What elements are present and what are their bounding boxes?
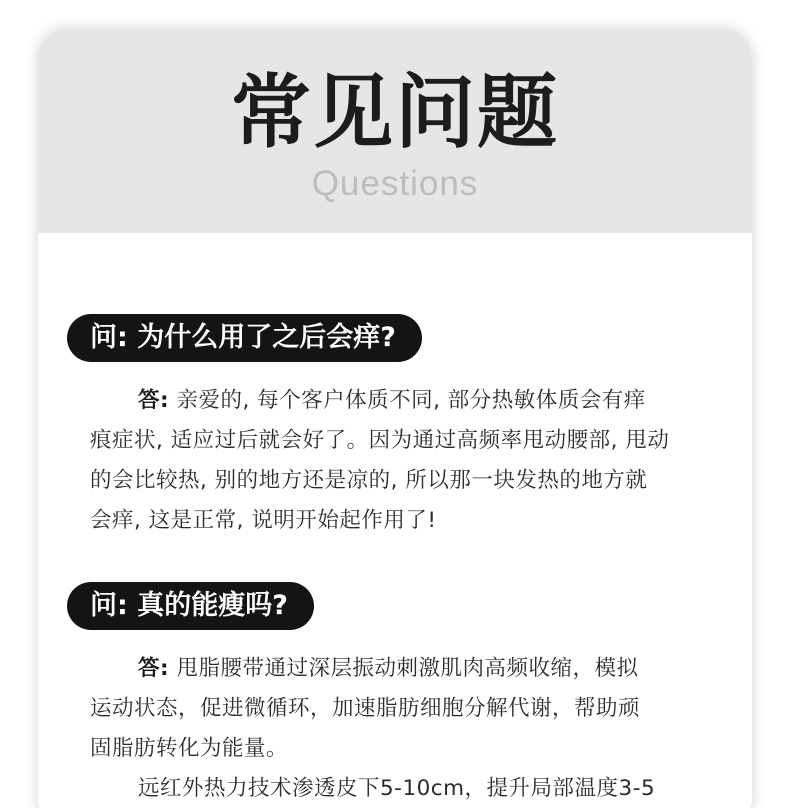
page-title: 常见问题	[231, 66, 559, 159]
answer-text: 亲爱的, 每个客户体质不同, 部分热敏体质会有痒	[169, 388, 646, 413]
faq-answer-2-paragraph-2: 远红外热力技术渗透皮下5-10cm，提升局部温度3-5	[138, 776, 656, 801]
answer-prefix: 答:	[138, 656, 170, 681]
answer-line	[90, 649, 700, 689]
answer-prefix: 答:	[138, 388, 170, 413]
answer-line: 会痒, 这是正常, 说明开始起作用了!	[90, 508, 437, 533]
answer-line: 的会比较热, 别的地方还是凉的, 所以那一块发热的地方就	[90, 468, 648, 493]
page-subtitle: Questions	[311, 164, 479, 203]
faq-question-1: 问: 为什么用了之后会痒?	[67, 314, 422, 362]
answer-line: 痕症状, 适应过后就会好了。因为通过高频率甩动腰部, 甩动	[90, 428, 670, 453]
answer-line: 固脂肪转化为能量。	[90, 736, 289, 761]
faq-answer-1	[90, 381, 700, 541]
card-header	[38, 29, 752, 233]
faq-question-2: 问: 真的能瘦吗?	[67, 582, 314, 630]
faq-card	[38, 29, 752, 808]
answer-text: 甩脂腰带通过深层振动刺激肌肉高频收缩，模拟	[169, 656, 639, 681]
faq-answer-2	[90, 649, 700, 769]
answer-line	[90, 381, 700, 421]
answer-line: 运动状态，促进微循环，加速脂肪细胞分解代谢，帮助顽	[90, 696, 641, 721]
